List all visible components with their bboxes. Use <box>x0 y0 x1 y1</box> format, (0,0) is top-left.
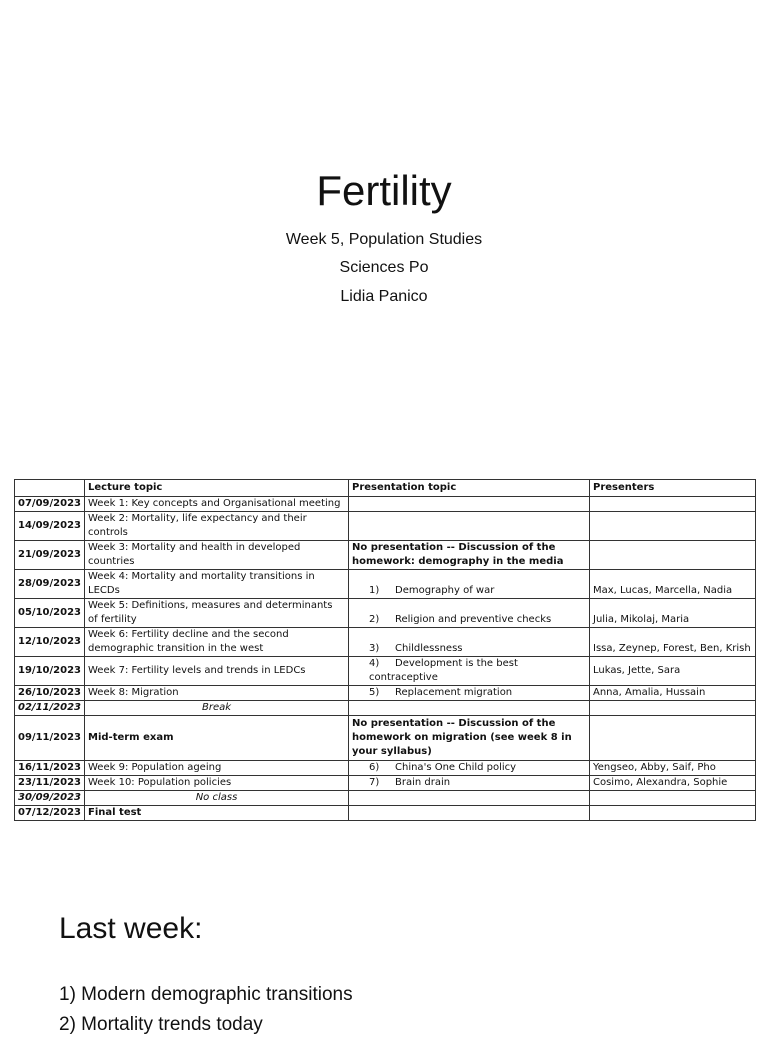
row-lecture: Week 2: Mortality, life expectancy and their controls <box>85 512 349 541</box>
table-header-row <box>15 480 756 497</box>
row-presenters: Cosimo, Alexandra, Sophie <box>590 776 756 791</box>
header-date <box>15 480 85 497</box>
row-presentation <box>349 761 590 776</box>
table-row <box>15 791 756 806</box>
table-row <box>15 541 756 570</box>
row-presenters: Max, Lucas, Marcella, Nadia <box>590 570 756 599</box>
row-presentation <box>349 599 590 628</box>
row-presentation <box>349 791 590 806</box>
row-presentation <box>349 657 590 686</box>
presentation-number: 4) <box>369 658 380 669</box>
row-date: 07/12/2023 <box>15 806 85 821</box>
row-lecture: Week 3: Mortality and health in developed countries <box>85 541 349 570</box>
presentation-title: Brain drain <box>395 777 451 788</box>
header-presenters: Presenters <box>590 480 756 497</box>
row-date: 05/10/2023 <box>15 599 85 628</box>
subtitle-author: Lidia Panico <box>340 288 428 305</box>
presentation-title: Childlessness <box>395 643 463 654</box>
row-date: 07/09/2023 <box>15 497 85 512</box>
row-lecture: Week 10: Population policies <box>85 776 349 791</box>
row-presentation <box>349 686 590 701</box>
row-date: 21/09/2023 <box>15 541 85 570</box>
table-row <box>15 701 756 716</box>
row-date: 12/10/2023 <box>15 628 85 657</box>
row-presentation: No presentation -- Discussion of the homework on migration (see week 8 in your syllabus) <box>349 716 590 761</box>
last-week-item: 1) Modern demographic transitions <box>59 984 353 1005</box>
row-date: 14/09/2023 <box>15 512 85 541</box>
row-presenters: Lukas, Jette, Sara <box>590 657 756 686</box>
row-date: 16/11/2023 <box>15 761 85 776</box>
table-row <box>15 776 756 791</box>
row-presenters <box>590 701 756 716</box>
header-lecture-topic: Lecture topic <box>85 480 349 497</box>
table-row <box>15 570 756 599</box>
row-presentation <box>349 776 590 791</box>
presentation-title: Religion and preventive checks <box>395 614 552 625</box>
table-row <box>15 497 756 512</box>
table-row <box>15 512 756 541</box>
row-presentation <box>349 497 590 512</box>
row-presentation <box>349 628 590 657</box>
row-date: 09/11/2023 <box>15 716 85 761</box>
table-row <box>15 716 756 761</box>
presentation-number: 2) <box>369 614 380 625</box>
row-date: 02/11/2023 <box>15 701 85 716</box>
subtitle-institution: Sciences Po <box>339 259 429 276</box>
subtitle-course: Week 5, Population Studies <box>285 231 483 248</box>
row-lecture: Week 6: Fertility decline and the second demographic transition in the west <box>85 628 349 657</box>
row-presentation <box>349 570 590 599</box>
row-lecture: Final test <box>85 806 349 821</box>
row-lecture: Week 8: Migration <box>85 686 349 701</box>
row-lecture: Week 4: Mortality and mortality transitions in LECDs <box>85 570 349 599</box>
row-presenters <box>590 497 756 512</box>
row-lecture: Break <box>85 701 349 716</box>
row-date: 19/10/2023 <box>15 657 85 686</box>
table-row <box>15 761 756 776</box>
row-presentation <box>349 701 590 716</box>
presentation-number: 7) <box>369 777 380 788</box>
row-presenters <box>590 716 756 761</box>
row-lecture: No class <box>85 791 349 806</box>
row-presenters <box>590 806 756 821</box>
presentation-title: China's One Child policy <box>395 762 517 773</box>
row-presenters: Yengseo, Abby, Saif, Pho <box>590 761 756 776</box>
header-presentation-topic: Presentation topic <box>349 480 590 497</box>
table-row <box>15 806 756 821</box>
table-row <box>15 628 756 657</box>
row-presenters <box>590 791 756 806</box>
row-presentation: No presentation -- Discussion of the homework: demography in the media <box>349 541 590 570</box>
slide-title: Fertility <box>316 167 452 214</box>
row-presenters: Issa, Zeynep, Forest, Ben, Krish <box>590 628 756 657</box>
row-lecture: Week 5: Definitions, measures and determinants of fertility <box>85 599 349 628</box>
row-date: 23/11/2023 <box>15 776 85 791</box>
row-lecture: Mid-term exam <box>85 716 349 761</box>
row-presentation <box>349 806 590 821</box>
row-presenters <box>590 541 756 570</box>
presentation-title: Development is the best contraceptive <box>369 658 518 683</box>
schedule-table <box>14 479 756 821</box>
row-date: 30/09/2023 <box>15 791 85 806</box>
presentation-number: 1) <box>369 585 380 596</box>
row-presenters: Julia, Mikolaj, Maria <box>590 599 756 628</box>
row-lecture: Week 1: Key concepts and Organisational meeting <box>85 497 349 512</box>
row-date: 28/09/2023 <box>15 570 85 599</box>
last-week-heading: Last week: <box>59 912 203 945</box>
presentation-title: Demography of war <box>395 585 495 596</box>
presentation-number: 5) <box>369 687 380 698</box>
presentation-title: Replacement migration <box>395 687 513 698</box>
row-presenters <box>590 512 756 541</box>
last-week-item: 2) Mortality trends today <box>59 1014 263 1035</box>
row-lecture: Week 9: Population ageing <box>85 761 349 776</box>
row-date: 26/10/2023 <box>15 686 85 701</box>
table-row <box>15 686 756 701</box>
presentation-number: 6) <box>369 762 380 773</box>
row-lecture: Week 7: Fertility levels and trends in LEDCs <box>85 657 349 686</box>
row-presenters: Anna, Amalia, Hussain <box>590 686 756 701</box>
row-presentation <box>349 512 590 541</box>
presentation-number: 3) <box>369 643 380 654</box>
table-row <box>15 657 756 686</box>
table-row <box>15 599 756 628</box>
